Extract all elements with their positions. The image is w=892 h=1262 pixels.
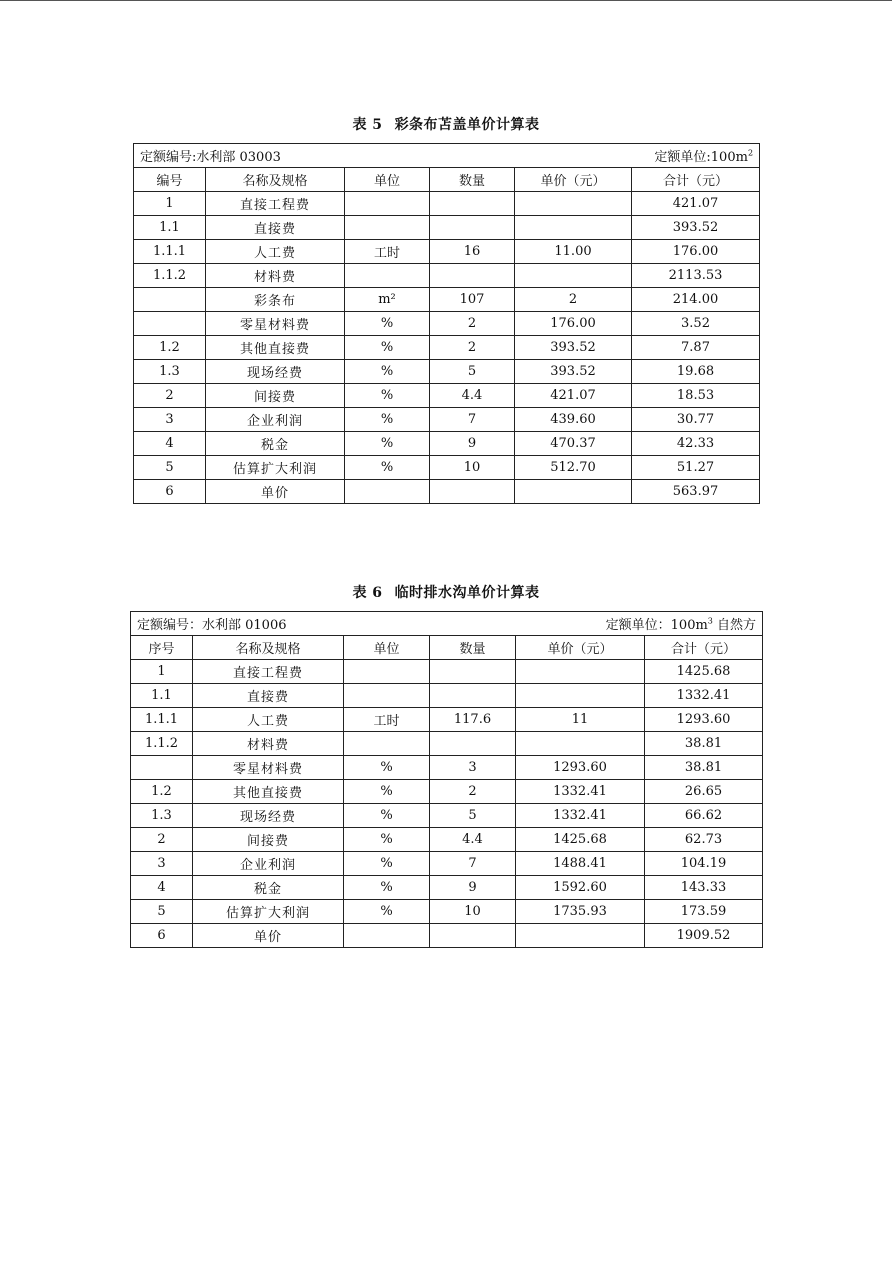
table5-header-total: 合计（元） (632, 168, 760, 192)
table5-cell-name: 直接费 (206, 216, 345, 240)
table6-cell-unit: % (344, 900, 430, 924)
table6-cell-quantity: 2 (430, 780, 516, 804)
table5-cell-quantity: 2 (430, 336, 515, 360)
table-row (134, 384, 760, 408)
table5-cell-unit: % (345, 408, 430, 432)
table6-cell-unit (344, 732, 430, 756)
table5-cell-unit-price (515, 192, 632, 216)
table6-cell-unit-price (516, 684, 645, 708)
table5-cell-number (134, 288, 206, 312)
table6-meta-cell (131, 612, 763, 636)
table6-cell-total: 62.73 (645, 828, 763, 852)
table6-cell-total: 38.81 (645, 732, 763, 756)
table6-cell-name: 税金 (193, 876, 344, 900)
table6-block (130, 582, 762, 948)
table6-cell-total: 104.19 (645, 852, 763, 876)
table6 (130, 611, 763, 948)
table5-cell-unit: % (345, 312, 430, 336)
table5-cell-total: 18.53 (632, 384, 760, 408)
table-row (134, 288, 760, 312)
table5-cell-number: 1 (134, 192, 206, 216)
table5-cell-quantity: 7 (430, 408, 515, 432)
table6-cell-unit-price: 1592.60 (516, 876, 645, 900)
table5-quota-number: 定额编号:水利部 03003 (140, 150, 281, 165)
page-top-rule (0, 0, 892, 1)
table5-cell-unit: % (345, 336, 430, 360)
table-row (131, 924, 763, 948)
table5-cell-unit-price: 470.37 (515, 432, 632, 456)
table5-cell-total: 563.97 (632, 480, 760, 504)
table-row (134, 360, 760, 384)
table6-cell-name: 直接费 (193, 684, 344, 708)
table6-cell-total: 143.33 (645, 876, 763, 900)
table-row (134, 240, 760, 264)
table6-cell-unit: % (344, 852, 430, 876)
table6-quota-unit-text: 定额单位：100m (605, 618, 708, 633)
table6-cell-unit-price (516, 732, 645, 756)
table6-caption (130, 582, 762, 604)
table5-cell-quantity (430, 216, 515, 240)
table5-cell-unit-price: 393.52 (515, 336, 632, 360)
table5-cell-name: 直接工程费 (206, 192, 345, 216)
table5-cell-total: 19.68 (632, 360, 760, 384)
table5-cell-number: 4 (134, 432, 206, 456)
table6-cell-name: 单价 (193, 924, 344, 948)
table6-cell-total: 1425.68 (645, 660, 763, 684)
table5-cell-unit-price: 439.60 (515, 408, 632, 432)
table5-cell-unit-price: 512.70 (515, 456, 632, 480)
table6-cell-quantity: 9 (430, 876, 516, 900)
table5-caption-title: 彩条布苫盖单价计算表 (394, 117, 540, 133)
table6-cell-unit (344, 684, 430, 708)
table-row (131, 804, 763, 828)
table6-cell-total: 1909.52 (645, 924, 763, 948)
table5-cell-total: 30.77 (632, 408, 760, 432)
table6-cell-unit-price: 1332.41 (516, 804, 645, 828)
table5-cell-quantity: 16 (430, 240, 515, 264)
table6-quota-unit (606, 614, 756, 633)
table6-header-total: 合计（元） (645, 636, 763, 660)
table5-cell-total: 3.52 (632, 312, 760, 336)
table6-cell-unit: % (344, 780, 430, 804)
table6-cell-number: 1.1.1 (131, 708, 193, 732)
table6-cell-number: 4 (131, 876, 193, 900)
table6-cell-total: 173.59 (645, 900, 763, 924)
table6-cell-number: 1.2 (131, 780, 193, 804)
table-row (131, 828, 763, 852)
table5-cell-unit-price (515, 480, 632, 504)
table6-cell-unit-price: 1332.41 (516, 780, 645, 804)
table5-cell-total: 214.00 (632, 288, 760, 312)
table6-cell-quantity: 5 (430, 804, 516, 828)
table6-cell-unit-price (516, 924, 645, 948)
table6-header-name: 名称及规格 (193, 636, 344, 660)
table5-cell-unit-price: 2 (515, 288, 632, 312)
table5-cell-unit-price (515, 216, 632, 240)
table6-cell-name: 企业利润 (193, 852, 344, 876)
table6-header-number: 序号 (131, 636, 193, 660)
table6-cell-total: 38.81 (645, 756, 763, 780)
table6-cell-unit-price (516, 660, 645, 684)
table6-cell-unit-price: 1425.68 (516, 828, 645, 852)
table5-cell-unit: % (345, 360, 430, 384)
table-row (131, 756, 763, 780)
table6-header-quantity: 数量 (430, 636, 516, 660)
table5-cell-name: 材料费 (206, 264, 345, 288)
table6-cell-unit (344, 924, 430, 948)
table-row (131, 660, 763, 684)
table6-cell-number: 1.1 (131, 684, 193, 708)
table6-cell-name: 其他直接费 (193, 780, 344, 804)
table5-cell-total: 421.07 (632, 192, 760, 216)
table6-cell-name: 人工费 (193, 708, 344, 732)
table5-cell-unit (345, 480, 430, 504)
table5-cell-number: 5 (134, 456, 206, 480)
table5-cell-unit: m² (345, 288, 430, 312)
table5-cell-unit-price: 11.00 (515, 240, 632, 264)
table6-cell-name: 直接工程费 (193, 660, 344, 684)
table6-cell-name: 现场经费 (193, 804, 344, 828)
table-row (131, 684, 763, 708)
table6-cell-total: 1332.41 (645, 684, 763, 708)
table6-cell-unit: % (344, 804, 430, 828)
table5-cell-unit: % (345, 432, 430, 456)
table6-cell-quantity (430, 684, 516, 708)
table6-cell-unit: % (344, 756, 430, 780)
table5-cell-quantity (430, 192, 515, 216)
table-row (131, 780, 763, 804)
table5-header-quantity: 数量 (430, 168, 515, 192)
table6-cell-name: 间接费 (193, 828, 344, 852)
table6-quota-number: 定额编号：水利部 01006 (137, 618, 287, 633)
table6-cell-name: 估算扩大利润 (193, 900, 344, 924)
table5-cell-quantity: 2 (430, 312, 515, 336)
table6-cell-unit: 工时 (344, 708, 430, 732)
table6-header-unit-price: 单价（元） (516, 636, 645, 660)
table-row (134, 264, 760, 288)
table6-cell-number: 5 (131, 900, 193, 924)
table-row (134, 192, 760, 216)
table5-cell-quantity (430, 480, 515, 504)
table5-caption (133, 114, 759, 136)
table6-cell-number: 6 (131, 924, 193, 948)
table5-header-unit-price: 单价（元） (515, 168, 632, 192)
table6-quota-unit-suffix: 自然方 (712, 618, 757, 633)
table5-cell-number: 1.1.1 (134, 240, 206, 264)
table5-header-number: 编号 (134, 168, 206, 192)
table6-cell-number: 2 (131, 828, 193, 852)
table5-cell-name: 税金 (206, 432, 345, 456)
table5-quota-unit-text: 定额单位:100m (654, 150, 748, 165)
table-row (134, 456, 760, 480)
table-row (134, 336, 760, 360)
table5-cell-quantity: 10 (430, 456, 515, 480)
table5-cell-name: 间接费 (206, 384, 345, 408)
table6-cell-unit-price: 1293.60 (516, 756, 645, 780)
table5-quota-unit (654, 146, 753, 165)
table6-cell-quantity (430, 924, 516, 948)
table-row (134, 408, 760, 432)
table5-cell-total: 176.00 (632, 240, 760, 264)
table5-cell-unit-price: 176.00 (515, 312, 632, 336)
table5-header-unit: 单位 (345, 168, 430, 192)
table5-cell-unit (345, 192, 430, 216)
table6-cell-quantity: 3 (430, 756, 516, 780)
table6-cell-total: 26.65 (645, 780, 763, 804)
table5-cell-total: 393.52 (632, 216, 760, 240)
table6-header-row (131, 636, 763, 660)
table5-cell-total: 2113.53 (632, 264, 760, 288)
table6-quota-unit-exponent: 3 (707, 616, 713, 626)
table5-header-row (134, 168, 760, 192)
table6-cell-quantity: 117.6 (430, 708, 516, 732)
table6-cell-number: 3 (131, 852, 193, 876)
table5-cell-name: 企业利润 (206, 408, 345, 432)
table-row (131, 732, 763, 756)
table5-cell-number: 1.1.2 (134, 264, 206, 288)
table5-cell-unit-price: 421.07 (515, 384, 632, 408)
table5-cell-name: 其他直接费 (206, 336, 345, 360)
table5-cell-unit: % (345, 384, 430, 408)
table6-cell-quantity (430, 660, 516, 684)
table-row (131, 852, 763, 876)
table6-cell-total: 1293.60 (645, 708, 763, 732)
table6-cell-number (131, 756, 193, 780)
table5-cell-unit: % (345, 456, 430, 480)
table5-cell-name: 人工费 (206, 240, 345, 264)
table6-cell-name: 材料费 (193, 732, 344, 756)
table5-caption-number: 表 5 (352, 117, 383, 133)
table-row (134, 432, 760, 456)
table5-cell-name: 零星材料费 (206, 312, 345, 336)
table-row (134, 312, 760, 336)
table5-cell-quantity: 9 (430, 432, 515, 456)
table5-cell-number: 1.2 (134, 336, 206, 360)
table5-cell-unit-price: 393.52 (515, 360, 632, 384)
table5-cell-number (134, 312, 206, 336)
table6-caption-title: 临时排水沟单价计算表 (394, 585, 540, 601)
table5-cell-unit (345, 264, 430, 288)
table6-cell-number: 1.1.2 (131, 732, 193, 756)
table5-cell-total: 42.33 (632, 432, 760, 456)
table5-header-name: 名称及规格 (206, 168, 345, 192)
table5-cell-number: 3 (134, 408, 206, 432)
table6-cell-quantity (430, 732, 516, 756)
table6-cell-name: 零星材料费 (193, 756, 344, 780)
table6-cell-unit: % (344, 876, 430, 900)
table5-meta-row (134, 144, 760, 168)
table6-cell-number: 1.3 (131, 804, 193, 828)
table5-cell-unit: 工时 (345, 240, 430, 264)
table5-cell-name: 彩条布 (206, 288, 345, 312)
table5-cell-number: 1.1 (134, 216, 206, 240)
table5-cell-name: 单价 (206, 480, 345, 504)
table5-cell-name: 现场经费 (206, 360, 345, 384)
table-row (131, 876, 763, 900)
table6-cell-unit-price: 1488.41 (516, 852, 645, 876)
table6-header-unit: 单位 (344, 636, 430, 660)
table5-cell-unit-price (515, 264, 632, 288)
table6-cell-unit-price: 11 (516, 708, 645, 732)
table5-cell-quantity: 5 (430, 360, 515, 384)
table5-cell-name: 估算扩大利润 (206, 456, 345, 480)
table6-cell-unit: % (344, 828, 430, 852)
table6-cell-quantity: 4.4 (430, 828, 516, 852)
table5 (133, 143, 760, 504)
table-row (134, 480, 760, 504)
table5-cell-number: 6 (134, 480, 206, 504)
table-row (134, 216, 760, 240)
table-row (131, 900, 763, 924)
table5-cell-unit (345, 216, 430, 240)
table5-quota-unit-exponent: 2 (747, 148, 754, 158)
table6-meta-row (131, 612, 763, 636)
table6-cell-total: 66.62 (645, 804, 763, 828)
table6-cell-quantity: 7 (430, 852, 516, 876)
table5-cell-quantity: 107 (430, 288, 515, 312)
table5-meta-cell (134, 144, 760, 168)
table5-cell-number: 2 (134, 384, 206, 408)
table5-cell-number: 1.3 (134, 360, 206, 384)
table5-cell-quantity: 4.4 (430, 384, 515, 408)
table5-cell-total: 51.27 (632, 456, 760, 480)
table-row (131, 708, 763, 732)
table5-cell-total: 7.87 (632, 336, 760, 360)
table6-cell-quantity: 10 (430, 900, 516, 924)
table6-cell-number: 1 (131, 660, 193, 684)
table6-caption-number: 表 6 (352, 585, 383, 601)
table5-cell-quantity (430, 264, 515, 288)
table5-block (133, 114, 759, 504)
table6-cell-unit (344, 660, 430, 684)
table6-cell-unit-price: 1735.93 (516, 900, 645, 924)
